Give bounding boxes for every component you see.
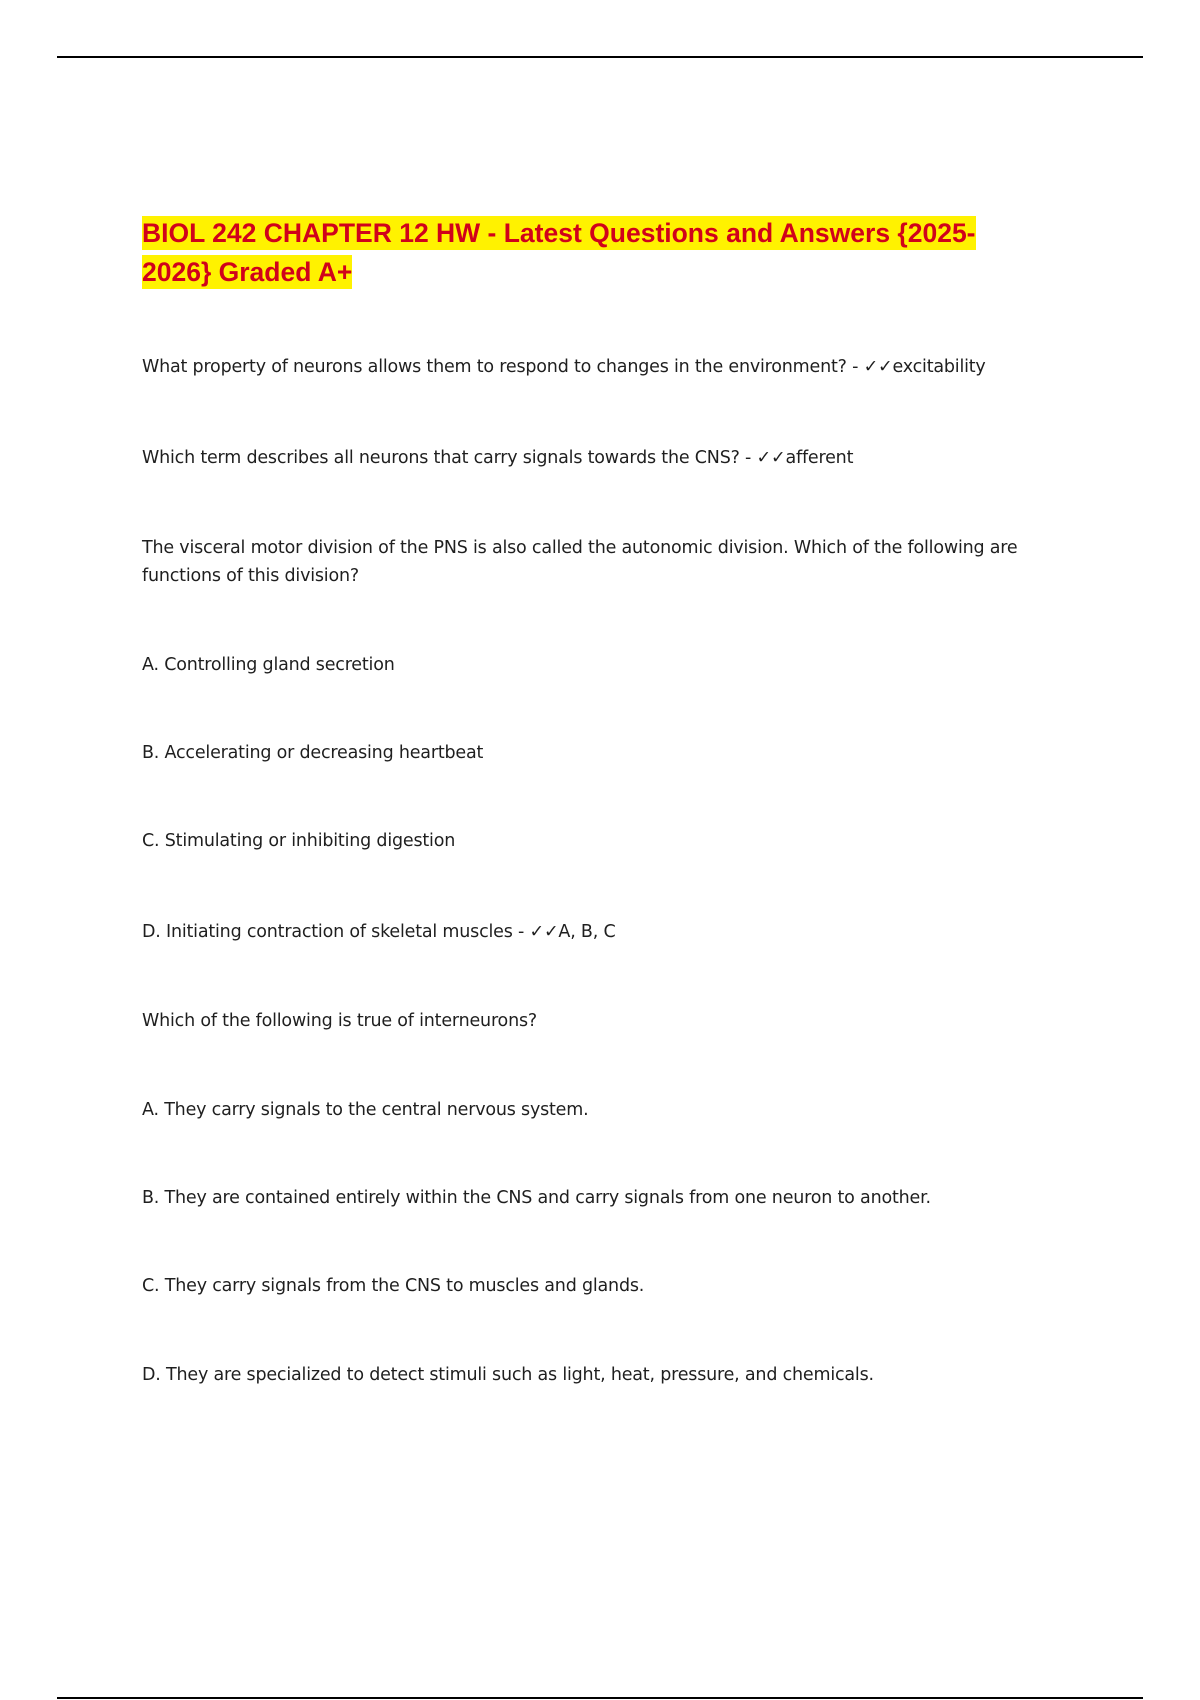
question-2-answer: afferent: [785, 448, 854, 468]
checkmark-icon: ✓✓: [756, 448, 786, 468]
question-4-option-a: A. They carry signals to the central nervous system.: [142, 1100, 589, 1120]
question-4-option-b: B. They are contained entirely within the CNS and carry signals from one neuron to another.: [142, 1188, 931, 1208]
checkmark-icon: ✓✓: [863, 357, 893, 377]
question-4: Which of the following is true of interneurons?: [142, 1011, 537, 1031]
question-4-option-c: C. They carry signals from the CNS to muscles and glands.: [142, 1276, 645, 1296]
question-3-option-b: B. Accelerating or decreasing heartbeat: [142, 743, 484, 763]
question-3-option-d: [142, 918, 1042, 946]
question-3-option-c: C. Stimulating or inhibiting digestion: [142, 831, 456, 851]
question-2: [142, 444, 1042, 472]
checkmark-icon: ✓✓: [529, 922, 559, 942]
question-3-option-d-text: D. Initiating contraction of skeletal muscles -: [142, 922, 530, 942]
question-1: [142, 353, 1042, 381]
question-4-option-d: D. They are specialized to detect stimuli such as light, heat, pressure, and chemicals.: [142, 1365, 874, 1385]
question-1-text: What property of neurons allows them to respond to changes in the environment? -: [142, 357, 864, 377]
question-2-text: Which term describes all neurons that carry signals towards the CNS? -: [142, 448, 757, 468]
question-3: The visceral motor division of the PNS is also called the autonomic division. Which of the following are functions of this division?: [142, 538, 1018, 586]
top-rule: [57, 56, 1143, 58]
question-3-option-a: A. Controlling gland secretion: [142, 655, 395, 675]
question-1-answer: excitability: [892, 357, 986, 377]
document-title-text: BIOL 242 CHAPTER 12 HW - Latest Questions and Answers {2025- 2026} Graded A+: [142, 218, 976, 287]
bottom-rule: [57, 1697, 1143, 1699]
question-3-answer: A, B, C: [558, 922, 616, 942]
document-title: [142, 214, 1042, 292]
